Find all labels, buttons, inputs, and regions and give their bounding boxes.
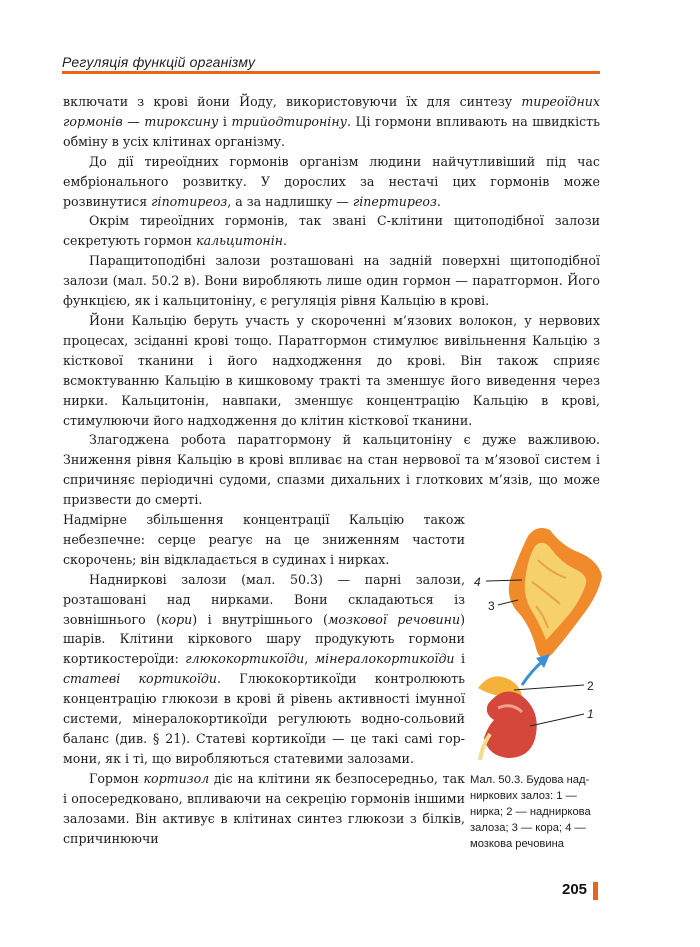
adrenal-gland-figure	[470, 520, 610, 760]
italic-term: трийодтироніну	[231, 113, 347, 129]
text-run: ) і внутрішнього (	[192, 611, 328, 627]
italic-term: тиреоїдних гормонів — тироксину	[63, 94, 600, 129]
leader-line-1	[530, 714, 584, 726]
text-run: .	[436, 193, 441, 209]
text-run: і	[218, 113, 232, 129]
text-run: ,	[304, 651, 315, 667]
header-title: Регуляція функцій організму	[62, 54, 256, 70]
text-run: , а за надлишку —	[227, 193, 353, 209]
italic-term: гіпотиреоз	[151, 193, 228, 209]
text-run: До дії тиреоїдних гормонів організм людини найчутливіший під час ембріонального розвитку. У дорослих за нестачі цих гормонів може розвинутися	[63, 153, 600, 209]
page-number: 205	[562, 881, 588, 898]
text-run: ) шарів. Клітини кіркового шару продукують гормони кортикостероїди:	[63, 611, 465, 667]
text-run: Гормон	[89, 770, 144, 786]
text-run: Надниркові залози (мал. 50.3) — парні залози, розташовані над нирками. Вони складаються із зовнішнього (	[63, 571, 465, 627]
leader-line-2	[514, 685, 584, 690]
text-run: . Глюкокортикоїди контролюють концентрацію глюкози в крові й рівень активності імунної системи, мінералокортикоїди регулюють водно-сольовий баланс (див. § 21). Статеві кортикоїди — це такі самі гормони, як і ті, що виробляються статевими залозами.	[63, 671, 466, 766]
paragraph	[63, 152, 600, 212]
text-run: . Ці гормони впливають на швидкість обміну в усіх клітинах організму.	[63, 113, 600, 149]
paragraph	[63, 769, 465, 849]
figure-label-2: 2	[587, 679, 594, 693]
italic-term: мозкової речовини	[327, 611, 461, 627]
paragraph	[63, 251, 600, 311]
paragraph	[63, 211, 600, 251]
figure-label-3: 3	[488, 599, 495, 613]
italic-term: гіпертиреоз	[352, 193, 437, 209]
paragraph	[63, 311, 600, 430]
text-run: Паращитоподібні залози розташовані на задній поверхні щитоподібної залози (мал. 50.2 в). Вони виробляють лише один гормон — паратгормон. Його функцією, як і кальцитоніну, є регуляція рівня Кальцію в крові.	[63, 253, 600, 309]
running-header	[62, 52, 600, 74]
figure-caption: Мал. 50.3. Будова надниркових залоз: 1 — нирка; 2 — надниркова залоза; 3 — кора; 4 — мозкова речовина	[470, 774, 591, 850]
text-run: Злагоджена робота паратгормону й кальцитоніну є дуже важливою. Зниження рівня Кальцію в крові впливає на стан нервової та м’язової систем і спричиняє періодичні судоми, спазми дихальних і глоткових м’язів, що може призвести до смерті.	[63, 432, 600, 508]
italic-term: кальцитонін	[196, 233, 284, 249]
italic-term: мінералокортикоїди	[314, 651, 455, 667]
adrenal-gland-illustration	[470, 520, 610, 760]
italic-term: кортизол	[143, 770, 210, 786]
page-number-bar	[593, 882, 598, 900]
text-run: Йони Кальцію беруть участь у скороченні м’язових волокон, у нервових процесах, зсіданні крові тощо. Паратгормон стимулює вивільнення Кальцію з кісткової тканини і його надходження до крові. Він також сприяє всмоктуванню Кальцію в кишковому тракті та зменшує його виведення через нирки. Кальцитонін, навпаки, зменшує концентрацію Кальцію в крові, стимулюючи його надходження до клітин кісткової тканини.	[63, 312, 600, 428]
paragraph	[63, 92, 600, 152]
figure-label-4: 4	[474, 575, 481, 589]
paragraph	[63, 510, 465, 570]
text-run: .	[283, 233, 288, 249]
italic-term: кори	[160, 611, 193, 627]
italic-term: статеві кортикоїди	[63, 671, 217, 687]
text-run: і	[454, 651, 465, 667]
figure-label-1: 1	[587, 707, 594, 721]
text-run: Окрім тиреоїдних гормонів, так звані С-клітини щитоподібної залози секретують гормон	[63, 213, 600, 249]
text-run: Надмірне збільшення концентрації Кальцію також небезпечне: серце реагує на це зниженням частоти скорочень; він відкладається в судинах і нирках.	[63, 512, 465, 567]
paragraph	[63, 430, 600, 510]
italic-term: глюкокортикоїди	[185, 651, 305, 667]
text-run: включати з крові йони Йоду, використовуючи їх для синтезу	[63, 94, 522, 109]
paragraph	[63, 570, 465, 769]
header-rule	[62, 71, 600, 74]
kidney	[484, 692, 537, 759]
text-run: діє на клітини як безпосередньо, так і опосередковано, впливаючи на секрецію гормонів іншими залозами. Він активує в клітинах синтез глюкози з білків, спричинюючи	[63, 770, 465, 846]
